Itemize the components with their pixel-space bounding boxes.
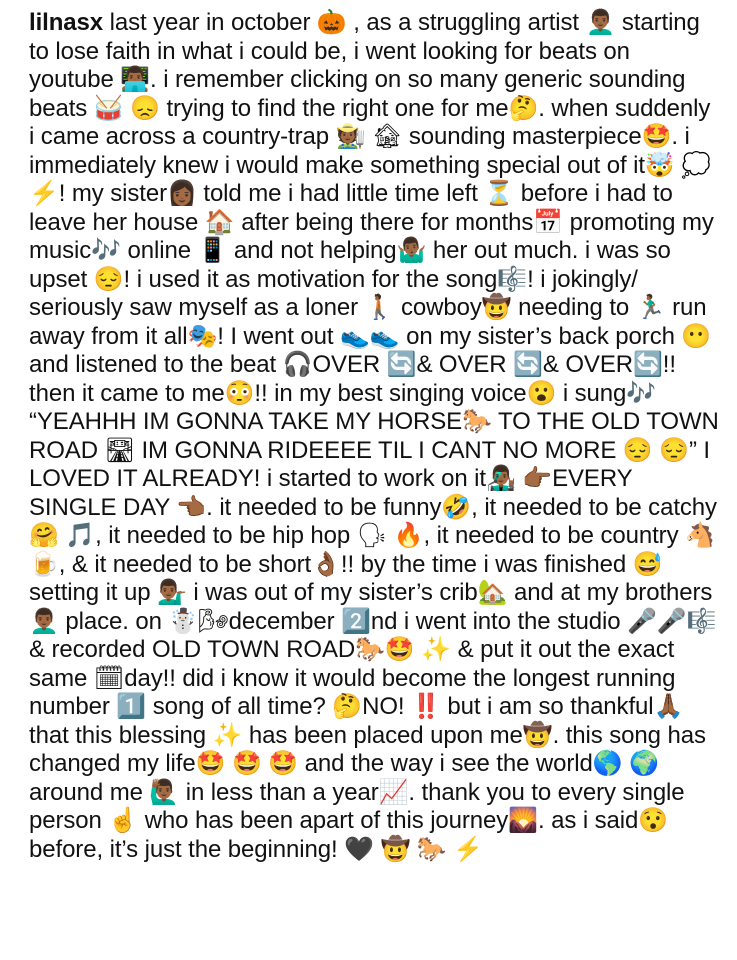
caption-text: last year in october 🎃 , as a struggling artist 👨🏾‍🦱 starting to lose faith in what i could be, i went looking for beats on youtube 👨🏾‍💻. i remember clicking on so many generic sounding beats 🥁 😞 trying to find the right one for me🤔. when suddenly i came across a country-trap 🧑🏾‍🌾 🏚 sounding masterpiece🤩. i immediately knew i would make something special out of it🤯 💭 ⚡️! my sister👩🏾 told me i had little time left ⏳ before i had to leave her house 🏠 after being there for months📅 promoting my music🎶 online 📱 and not helping🤷🏾‍♂️ her out much. i was so upset 😔! i used it as motivation for the song🎼! i jokingly/ seriously saw myself as a loner 🚶🏾 cowboy🤠 needing to 🏃🏾‍♂️ run away from it all🎭! I went out 👟👟 on my sister’s back porch 😶 and listened to the beat 🎧OVER 🔄& OVER 🔄& OVER🔄!! then it came to me😳!! in my best singing voice😮 i sung🎶 “YEAHHH IM GONNA TAKE MY HORSE🐎 TO THE OLD TOWN ROAD 🛣 IM GONNA RIDEEEE TIL I CANT NO MORE 😔 😔” I LOVED IT ALREADY! i started to work on it👨🏾‍🎤 👉🏾EVERY SINGLE DAY 👈🏾. it needed to be funny🤣, it needed to be catchy🤗 🎵, it needed to be hip hop 🗣 🔥, it needed to be country 🐴 🍺, & it needed to be short👌🏾!! by the time i was finished 😅 setting it up 💁🏾‍♂️ i was out of my sister’s crib🏡 and at my brothers 👨🏾‍🦱 place. on ☃️🌬december 2️⃣nd i went into the studio 🎤🎤🎼 & recorded OLD TOWN ROAD🐎🤩 ✨ & put it out the exact same 🗓day!! did i know it would become the longest running number 1️⃣ song of all time? 🤔NO! ‼️ but i am so thankful🙏🏾 that this blessing ✨ has been placed upon me🤠. this song has changed my life🤩 🤩 🤩 and the way i see the world🌎 🌍around me 🙋🏾‍♂️ in less than a year📈. thank you to every single person ☝️ who has been apart of this journey🌄. as i said😯 before, it’s just the beginning! 🖤 🤠 🐎 ⚡️ (29, 9, 719, 863)
username-link[interactable]: lilnasx (29, 9, 104, 36)
